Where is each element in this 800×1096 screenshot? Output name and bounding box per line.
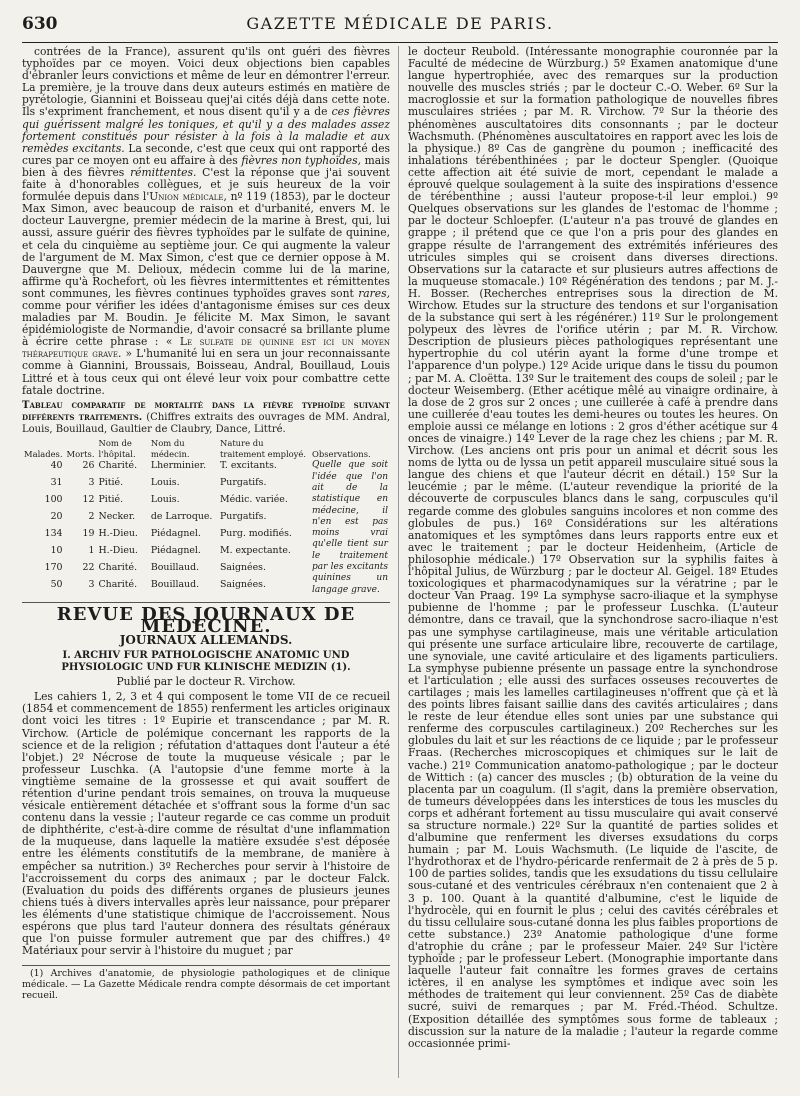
table-cell: 12: [82, 494, 95, 506]
table-cell: Necker.: [98, 511, 136, 523]
table-cell: 100: [44, 494, 63, 506]
text-run: , nº 119 (1853), par le docteur Max Simon, avec beaucoup de raison et d'urbanité, envers M. le docteur Lauvergne, premier médecin de la marine à Brest, qui, lui aussi, assure guérir des fièvres typhoïdes par le sulfate de quinine, et cela du cinquième au septième jour. Ce qui augmente la valeur de l'argument de M. Max Simon, c'est que ce dernier oppose à M. Dauvergne que M. Delioux, médecin comme lui de la marine, affirme qu'à Rochefort, où les fièvres intermittentes et rémittentes sont communes, les fièvres continues typhoïdes graves sont: [22, 190, 391, 300]
table-header-cell: Nature du traitement employé.: [220, 437, 307, 460]
table-cell: 3: [88, 578, 95, 590]
paragraph-quinine-objections: [22, 46, 390, 397]
table-cell: Bouillaud.: [150, 561, 200, 573]
table-cell: Charité.: [98, 460, 138, 472]
table-header-cell: Malades.: [24, 449, 63, 460]
journal-title: GAZETTE MÉDICALE DE PARIS.: [246, 14, 554, 33]
table-cell: Lherminier.: [150, 460, 207, 472]
table-cell: 10: [50, 545, 63, 556]
table-cell: 20: [50, 511, 63, 523]
table-cell: Purg. modifiés.: [220, 528, 292, 540]
page-number: 630: [22, 14, 58, 34]
table-cell: 170: [44, 561, 63, 573]
table-cell: T. excitants.: [220, 460, 277, 472]
table-cell: M. expectante.: [220, 545, 291, 556]
column-divider: [398, 46, 399, 1078]
text-run: contrées de la France), assurent qu'ils ont guéri des fièvres typhoïdes par ce moyen. Voici deux objections bien capables d'ébranler leurs convictions et même de leur en démontrer l'erreur. La première, je la trouve dans deux auteurs estimés en matière de pyrétologie, Giannini et Boisseau quej'ai cités déjà dans cette note. Ils s'expriment franchement, et nous disent qu'il y a de: [22, 45, 390, 119]
text-run: L'humanité lui en sera un jour reconnaissante comme à Giannini, Broussais, Boisseau, Andral, Bouillaud, Louis Littré et à tous ceux qui ont élevé leur voix pour combattre cette fatale doctrine.: [22, 347, 391, 397]
table-cell: H.-Dieu.: [98, 545, 138, 556]
table-cell: Purgatifs.: [220, 477, 267, 489]
table-cell: H.-Dieu.: [98, 528, 138, 540]
table-cell: Charité.: [98, 578, 138, 590]
table-title: Tableau comparatif de mortalité dans la fièvre typhoïde suivant différents traitements.: [22, 399, 390, 423]
table-header-cell: Nom de l'hôpital.: [98, 437, 136, 460]
table-header-row: [22, 438, 390, 461]
table-row: [22, 460, 390, 477]
right-column: [408, 46, 778, 1078]
table-header-cell: Morts.: [66, 449, 95, 460]
table-cell: Charité.: [98, 561, 138, 573]
table-cell: 40: [50, 460, 63, 472]
text-run: comme pour vérifier les idées d'antagonisme émises sur ces deux maladies par M. Boudin. Je félicite M. Max Simon, le savant épidémiologiste de Normandie, d'avoir consacré sa brillante plume à écrire cette phrase :: [22, 298, 390, 349]
table-cell: Pitié.: [98, 477, 124, 489]
table-cell: Purgatifs.: [220, 511, 267, 523]
table-caption: [22, 400, 390, 436]
quote-run: rémittentes.: [130, 165, 197, 179]
article-title: I. ARCHIV FUR PATHOLOGISCHE ANATOMIC UND PHYSIOLOGIC UND FUR KLINISCHE MEDIZIN (1).: [61, 650, 351, 674]
quote-run: rares,: [358, 286, 390, 300]
table-cell: Pitié.: [98, 494, 124, 506]
text-run: La seconde, c'est que ceux qui ont rapporté des cures par ce moyen ont eu affaire à des: [22, 141, 390, 167]
table-cell: 2: [88, 511, 95, 523]
table-cell: Saignées.: [220, 578, 266, 590]
table-cell: Piédagnel.: [150, 528, 201, 540]
journal-name: Union médicale: [149, 190, 224, 204]
table-cell: Saignées.: [220, 561, 266, 573]
left-column: [22, 46, 390, 1078]
table-cell: Louis.: [150, 477, 180, 489]
table-header-cell: Observations.: [312, 449, 371, 460]
quote-run: fièvres non typhoïdes,: [241, 153, 361, 167]
running-head: [22, 8, 778, 43]
table-cell: 26: [82, 460, 95, 472]
quote-run: ces fièvres qui guérissent malgré les toniques, et qu'il y a des malades assez fortement constitués pour résister à la fois à la maladie et aux remèdes excitants.: [22, 105, 390, 155]
text-run: mais bien à des fièvres: [22, 153, 390, 179]
observations-cell: Quelle que soit l'idée que l'on ait de la statistique en médecine, il n'en est pas moins vrai qu'elle tient sur le traitement par les excitants quinines un langage grave.: [312, 460, 388, 595]
section-divider: [22, 602, 390, 603]
article-body: Les cahiers 1, 2, 3 et 4 qui composent le tome VII de ce recueil (1854 et commencement de 1855) renferment les articles originaux dont voici les titres : 1º Eupirie et transcendance ; par M. R. Virchow. (Article de polémique concernant les rapports de la science et de la religion ; réfutation d'attaques dont l'auteur a été l'objet.) 2º Nécrose de toute la muqueuse vésicale ; par le professeur Luschka. (A l'autopsie d'une femme morte à la vingtième semaine de la grossesse et qui avait souffert de rétention d'urine pendant trois semaines, on trouva la muqueuse vésicale entièrement détachée et s'offrant sous la forme d'un sac contenu dans la vessie ; l'auteur regarde ce cas comme un produit de diphthérite, c'est-à-dire comme de résultat d'une inflammation de la muqueuse, dans laquelle la matière exsudée s'est déposée entre les éléments constitutifs de la membrane, de manière à empêcher sa nutrition.) 3º Recherches pour servir à l'histoire de l'accroissement du corps des animaux ; par le docteur Falck. (Evaluation du poids des différents organes de plusieurs jeunes chiens tués à divers intervalles après leur naissance, pour préparer les éléments d'une statistique chimique de l'accroissement. Nous espérons que plus tard l'auteur donnera des résultats généraux que l'on puisse formuler autrement que par des chiffres.) 4º Matériaux pour servir à l'histoire du muguet ; par: [22, 690, 390, 958]
article-byline: Publié par le docteur R. Virchow.: [116, 675, 296, 689]
table-cell: 1: [88, 545, 95, 556]
table-cell: de Larroque.: [150, 511, 213, 523]
table-cell: Médic. variée.: [220, 494, 288, 506]
text-run: C'est la réponse que j'ai souvent faite à d'honorables collègues, et je suis heureux de la voir formulée depuis dans l': [22, 165, 390, 204]
table-cell: 22: [82, 561, 95, 573]
table-source: (Chiffres extraits des ouvrages de MM. Andral, Louis, Bouillaud, Gaultier de Claubry, Dance, Littré.: [22, 411, 391, 435]
article-body-continued: le docteur Reubold. (Intéressante monographie couronnée par la Faculté de médecine de Würzburg.) 5º Examen anatomique d'une langue hypertrophiée, avec des remarques sur la production nouvelle des muscles striés ; par le docteur C.-O. Weber. 6º Sur la macroglossie et sur la formation pathologique de nouvelles fibres musculaires striées ; par M. R. Virchow. 7º Sur la théorie des phénomènes auscultatoires dits consonnants ; par le docteur Wachsmuth. (Phénomènes auscultatoires en rapport avec les lois de la physique.) 8º Cas de gangrène du poumon ; inefficacité des inhalations térébenthinées ; par le docteur Spengler. (Quoique cette affection ait été suivie de mort, cependant le malade a éprouvé quelque soulagement à la suite des inspirations d'essence de térébenthine ; aussi l'auteur propose-t-il leur emploi.) 9º Quelques observations sur les glandes de l'estomac de l'homme ; par le docteur Schloepfer. (L'auteur n'a pas trouvé de glandes en grappe ; il prétend que ce que l'on a pris pour des glandes en grappe résulte de l'arrangement des extrémités inférieures des utricules simples qui se croisent dans diverses directions. Observations sur la cataracte et sur plusieurs autres affections de la muqueuse stomacale.) 10º Régénération des tendons ; par M. J.-H. Bosser. (Recherches entreprises sous la direction de M. Wirchow. Etudes sur la structure des tendons et sur l'organisation de la substance qui sert à les régénérer.) 11º Sur le prolongement polypeux des lèvres de l'orifice utérin ; par M. R. Virchow. Description de plusieurs pièces pathologiques représentant une hypertrophie du col utérin ayant la forme d'une trompe et l'apparence d'un polype.) 12º Acide urique dans le tissu du poumon ; par M. A. Cloëtta. 13º Sur le traitement des coups de soleil ; par le docteur Weisemberg. (Ether acétique mêlé au vinaigre ordinaire, à la dose de 2 gros sur 2 onces ; une cuillerée à café à prendre dans une cuillerée d'eau toutes les demi-heures ou toutes les heures. On emploie aussi ce mélange en lotions : 2 gros d'éther acétique sur 4 onces de vinaigre.) 14º Lever de la rage chez les chiens ; par M. R. Virchow. (Les anciens ont pris pour un animal et décrit sous les noms de lytta ou de lyssa un petit appareil musculaire situé sous la langue des chiens et que l'auteur décrit en détail.) 15º Sur la leucémie ; par le même. (L'auteur revendique la priorité de la découverte de corpuscules blancs dans le sang, corpuscules qu'il regarde comme des globules sanguins incolores et non comme des globules de pus.) 16º Considérations sur les altérations anatomiques et les symptômes dans leurs rapports entre eux et avec le traitement ; par le docteur Heidenheim, (Article de philosophie médicale.) 17º Observation sur la syphilis faites à l'hôpital Julius, de Würzburg ; par le docteur Al. Geigel. 18º Etudes toxicologiques et pharmacodynamiques sur la vératrine ; par le docteur Van Praag. 19º La symphyse sacro-iliaque et la symphyse pubienne de l'homme ; par le professeur Luschka. (L'auteur démontre, dans ce travail, que la synchondrose sacro-iliaque n'est pas une symphyse cartilagineuse, mais une véritable articulation qui présente une surface articulaire libre, recouverte de cartilage, une synoviale, une cavité articulaire et des ligaments particuliers. La symphyse pubienne présente un passage entre la synchondrose et l'articulation ; elle aussi des surfaces osseuses recouvertes de cartilages ; mais les lamelles cartilagineuses n'offrent que çà et là des points libres faisant saillie dans des cavités articulaires ; dans le reste de leur étendue elles sont unies par une substance qui renferme des corpuscules cartilagineux.) 20º Recherches sur les globules du lait et sur les réactions de ce liquide ; par le professeur Fraas. (Recherches microscopiques et chimiques sur le lait de vache.) 21º Communication anatomo-pathologique ; par le docteur de Wittich : (a) cancer des muscles ; (b) obturation de la veine du placenta par un coagulum. (Il s'agit, dans la première observation, de tumeurs développées dans les interstices de tous les muscles du corps et adhérant fortement au tissu musculaire qui avait conservé sa structure normale.) 22º Sur la quantité de parties solides et d'albumine que renferment les diverses exsudations du corps humain ; par M. Louis Wachsmuth. (Le liquide de l'ascite, de l'hydrothorax et de l'hydro-péricarde renfermait de 2 à près de 5 p. 100 de parties solides, tandis que les exsudations du tissu cellulaire sous-cutané et des ventricules cérébraux n'en contenaient que 2 à 3 p. 100. Quant à la quantité d'albumine, c'est le liquide de l'hydrocèle, qui en fournit le plus ; celui des cavités cérébrales et du tissu cellulaire sous-cutané donna les plus faibles proportions de cette substance.) 23º Anatomie pathologique d'une forme d'atrophie du crâne ; par le professeur Maier. 24º Sur l'ictère typhoïde ; par le professeur Lebert. (Monographie importante dans laquelle l'auteur fait connaître les formes graves de certains ictères, il en analyse les symptômes et indique avec soin les méthodes de traitement qui leur conviennent. 25º Cas de diabète sucré, suivi de remarques ; par M. Fréd.-Théod. Schultze. (Exposition détaillée des symptômes sous forme de tableaux ; discussion sur la nature de la maladie ; l'auteur la regarde comme occasionnée primi-: [408, 45, 778, 1050]
table-header-cell: Nom du médecin.: [150, 437, 190, 460]
table-cell: Bouillaud.: [150, 578, 200, 590]
table-cell: 134: [44, 528, 63, 540]
table-cell: 3: [88, 477, 95, 489]
footnote: [22, 965, 390, 1001]
section-subtitle: JOURNAUX ALLEMANDS.: [119, 633, 293, 648]
table-cell: 31: [50, 477, 63, 489]
table-cell: Piédagnel.: [150, 545, 201, 556]
table-cell: Louis.: [150, 494, 180, 506]
section-title: REVUE DES JOURNAUX DE MÉDECINE.: [56, 603, 356, 637]
footnote-text: (1) Archives d'anatomie, de physiologie pathologiques et de clinique médicale. — La Gazette Médicale rendra compte désormais de cet important recueil.: [22, 968, 390, 1002]
table-cell: 19: [82, 528, 95, 540]
mortality-table: [22, 438, 390, 596]
table-cell: 50: [50, 578, 63, 590]
quoted-phrase: « Le sulfate de quinine est ici un moyen thérapeutique grave. »: [22, 335, 390, 361]
